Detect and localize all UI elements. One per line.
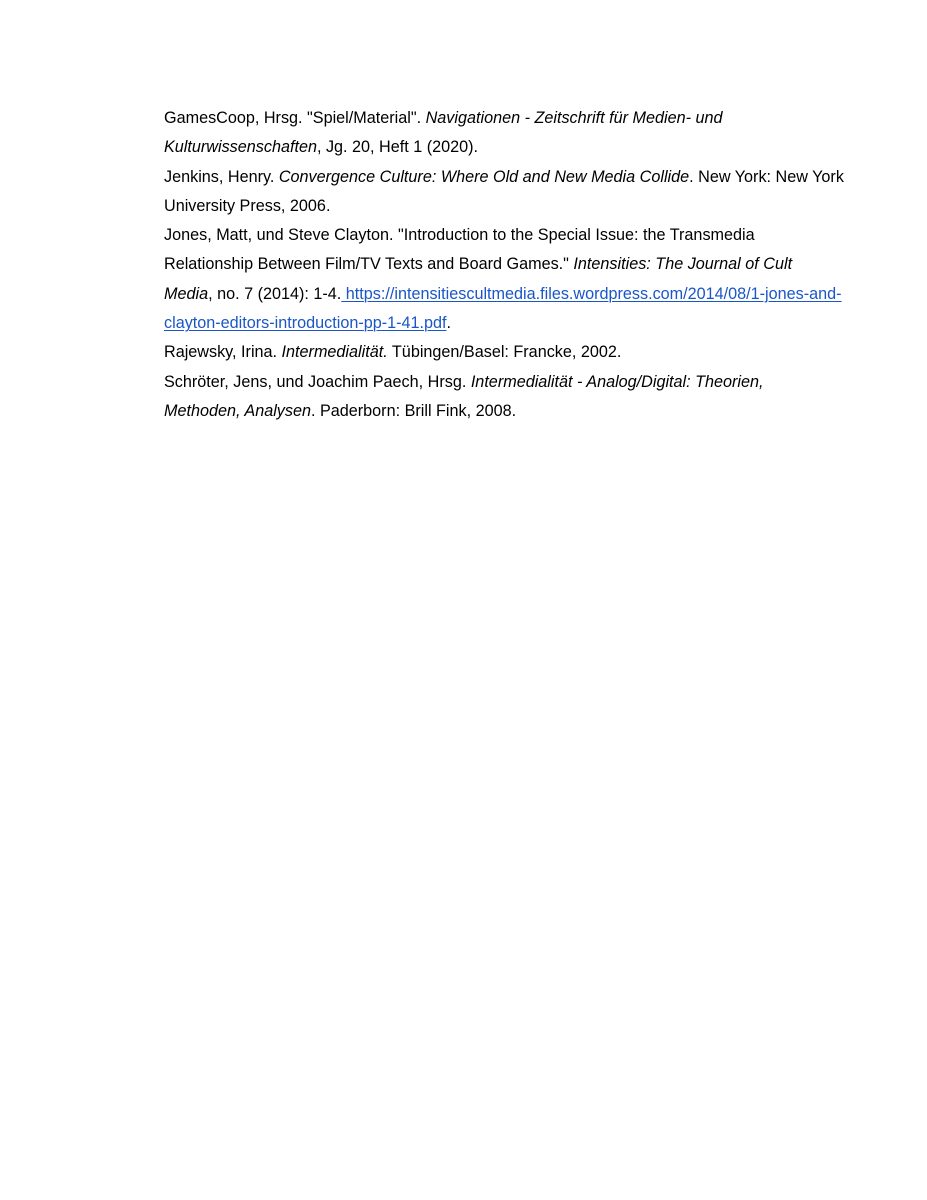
- entry-text: Jones, Matt, und Steve Clayton. "Introduction to the Special Issue: the Transmedia Relationship Between Film/TV Texts and Board Games.": [164, 226, 755, 274]
- book-title: Intermedialität.: [281, 343, 388, 362]
- journal-title: Intensities: The Journal of Cult Media: [164, 255, 793, 303]
- bibliography-entry-jenkins: [164, 163, 844, 222]
- entry-text: Tübingen/Basel: Francke, 2002.: [387, 343, 622, 362]
- entry-text: Rajewsky, Irina.: [164, 343, 282, 362]
- bibliography-entry-schroeter-paech: [164, 368, 844, 427]
- article-url-link[interactable]: https://intensitiescultmedia.files.wordpress.com/2014/08/1-jones-and-clayton-editors-introduction-pp-1-41.pdf: [164, 284, 842, 333]
- entry-text: , no. 7 (2014): 1-4.: [208, 284, 342, 303]
- entry-text: , Jg. 20, Heft 1 (2020).: [316, 138, 479, 157]
- entry-text: .: [446, 314, 452, 333]
- bibliography-list: [164, 104, 844, 426]
- bibliography-entry-gamescoop: [164, 104, 844, 163]
- entry-text: . New York: New York University Press, 2006.: [164, 167, 844, 215]
- bibliography-entry-rajewsky: [164, 338, 844, 367]
- entry-text: GamesCoop, Hrsg. "Spiel/Material".: [164, 109, 426, 127]
- book-title: Convergence Culture: Where Old and New Media Collide: [278, 167, 690, 186]
- entry-text: . Paderborn: Brill Fink, 2008.: [310, 401, 517, 420]
- bibliography-entry-jones-clayton: [164, 221, 844, 338]
- entry-text: Jenkins, Henry.: [164, 167, 279, 186]
- entry-text: Schröter, Jens, und Joachim Paech, Hrsg.: [164, 372, 471, 391]
- book-title: Intermedialität - Analog/Digital: Theorien, Methoden, Analysen: [164, 372, 764, 420]
- journal-title: Navigationen - Zeitschrift für Medien- und Kulturwissenschaften: [164, 109, 723, 157]
